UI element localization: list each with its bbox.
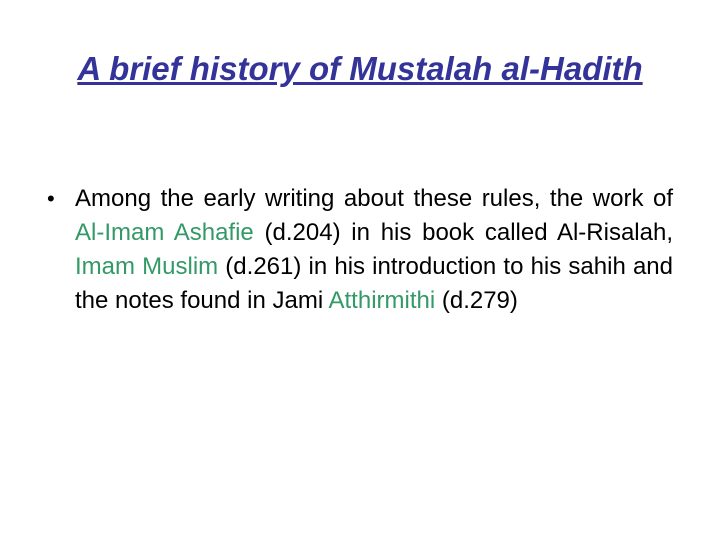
bullet-text-part: (d.261) in his introduction to his sahih and the notes found in Jami bbox=[75, 253, 673, 314]
bullet-item bbox=[47, 182, 673, 318]
highlight-al-imam-ashafie: Al-Imam Ashafie bbox=[75, 219, 254, 246]
bullet-icon: • bbox=[47, 186, 55, 211]
highlight-atthirmithi: Atthirmithi bbox=[328, 287, 436, 314]
slide-title: A brief history of Mustalah al-Hadith bbox=[77, 50, 643, 87]
bullet-text-part: (d.204) in his book called Al-Risalah, bbox=[253, 219, 674, 246]
highlight-imam-muslim: Imam Muslim bbox=[75, 253, 219, 280]
bullet-text-part: (d.279) bbox=[435, 287, 518, 314]
bullet-text-part: Among the early writing about these rules, the work of bbox=[75, 185, 673, 212]
slide-body bbox=[47, 182, 673, 318]
